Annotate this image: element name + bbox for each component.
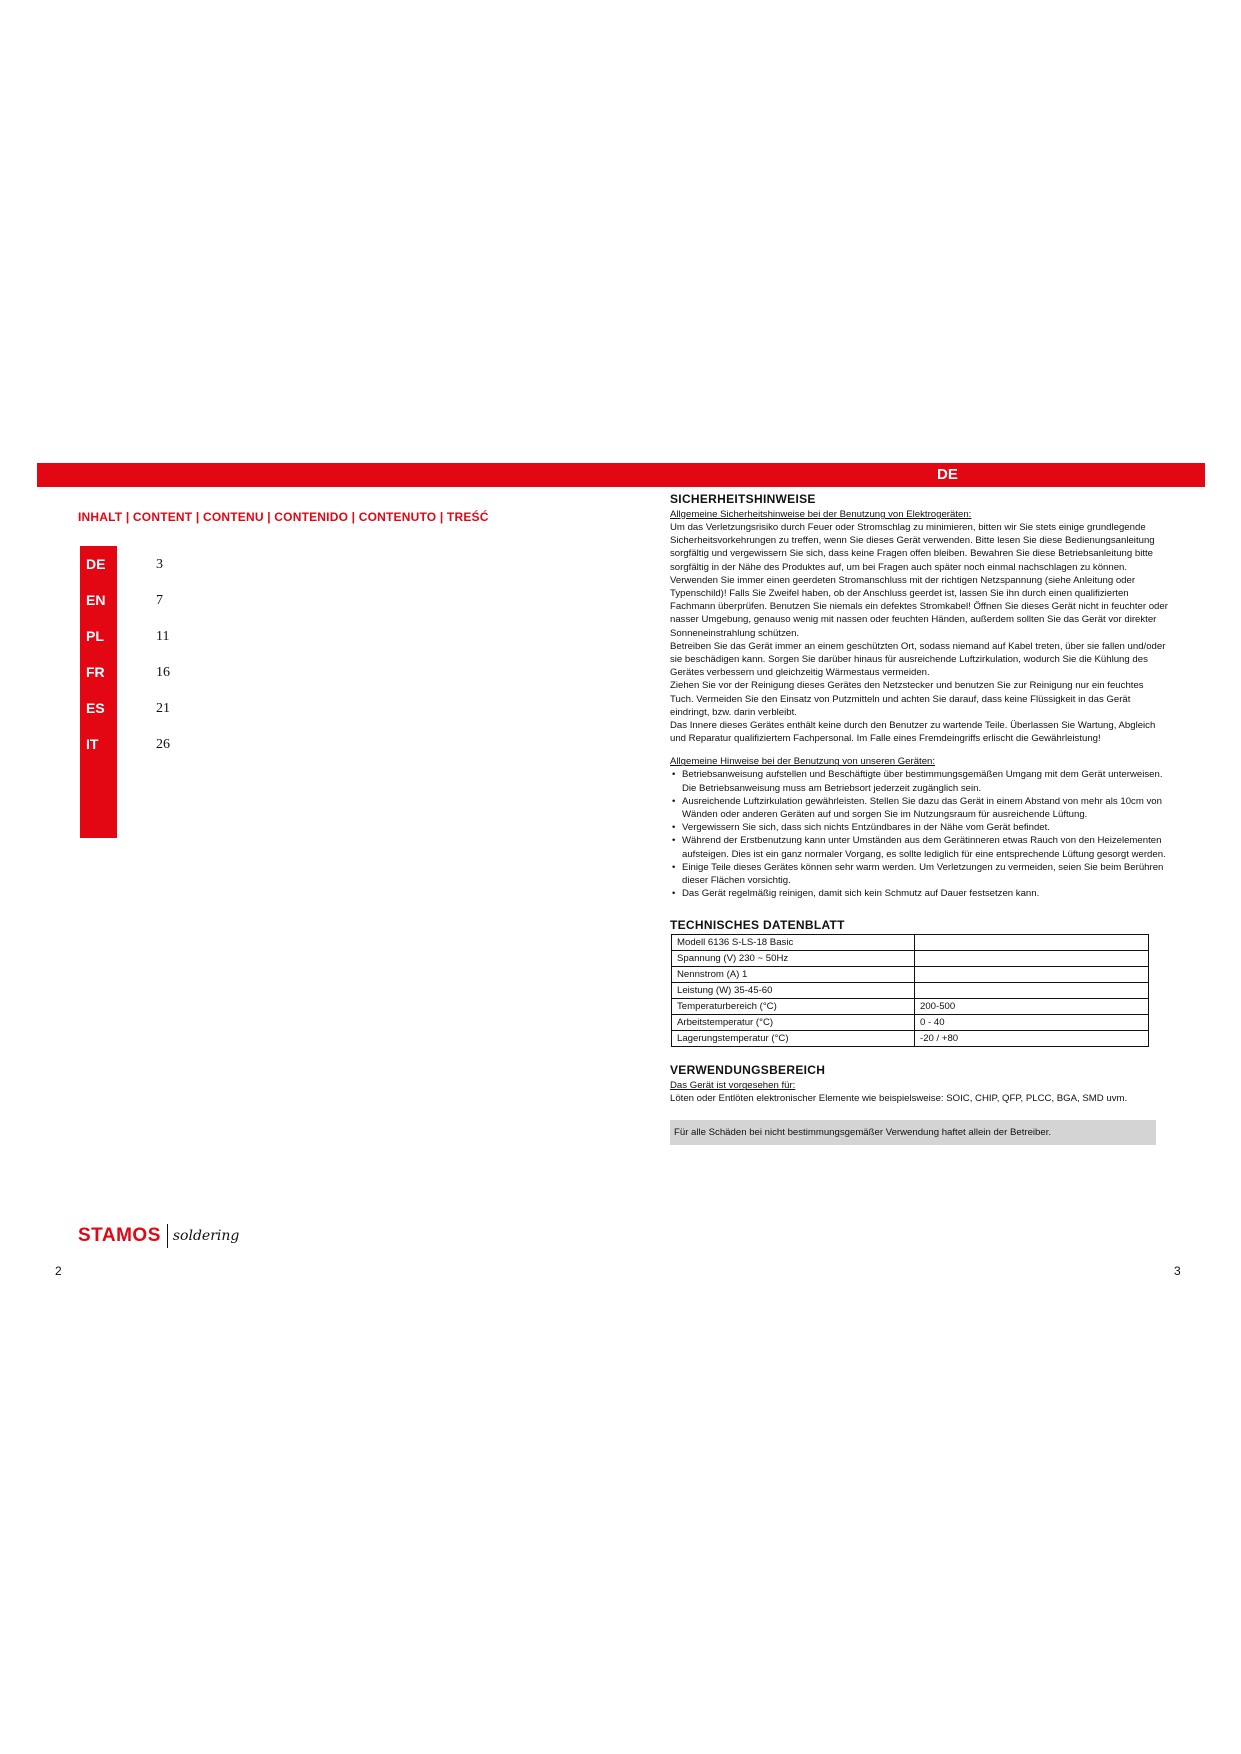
toc-page: 26 <box>156 737 170 752</box>
toc-red-column <box>80 546 117 838</box>
spec-value <box>915 967 1149 983</box>
toc-code: IT <box>86 736 99 752</box>
table-row <box>672 999 1149 1015</box>
list-item: • Vergewissern Sie sich, dass sich nichts Entzündbares in der Nähe vom Gerät befindet. <box>670 821 1168 834</box>
table-row <box>672 983 1149 999</box>
spec-label: Modell 6136 S-LS-18 Basic <box>672 935 915 951</box>
general-list <box>670 768 1168 900</box>
list-item: • Einige Teile dieses Gerätes können sehr warm werden. Um Verletzungen zu vermeiden, seien Sie beim Berühren dieser Flächen vorsichtig. <box>670 861 1168 887</box>
content-column <box>670 492 1168 1145</box>
safety-heading: SICHERHEITSHINWEISE <box>670 492 816 506</box>
brand-logo <box>78 1224 239 1248</box>
list-item: • Während der Erstbenutzung kann unter Umständen aus dem Gerätinneren etwas Rauch von den Heizelementen aufsteigen. Dies ist ein ganz normaler Vorgang, es sollte lediglich für eine entsprechende Lüftung gesorgt werden. <box>670 834 1168 860</box>
spec-value <box>915 951 1149 967</box>
toc-entry-de[interactable] <box>80 556 180 580</box>
safety-subheading: Allgemeine Sicherheitshinweise bei der Benutzung von Elektrogeräten: <box>670 509 972 520</box>
list-item: • Ausreichende Luftzirkulation gewährleisten. Stellen Sie dazu das Gerät in einem Abstand von mehr als 10cm von Wänden oder anderen Geräten auf und sorgen Sie im Nutzungsraum für ausreichende Lüftung. <box>670 795 1168 821</box>
spec-label: Spannung (V) 230 ~ 50Hz <box>672 951 915 967</box>
usage-subheading: Das Gerät ist vorgesehen für: <box>670 1080 796 1092</box>
table-row <box>672 935 1149 951</box>
safety-paragraph: Um das Verletzungsrisiko durch Feuer oder Stromschlag zu minimieren, bitten wir Sie stets einige grundlegende Sicherheitsvorkehrungen zu treffen, wenn Sie dieses Gerät verwenden. Bitte lesen Sie diese Bedienungsanleitung sorgfältig und vergewissern Sie sich, dass keine Fragen offen bleiben. Bewahren Sie diese Betriebsanleitung bitte sorgfältig in der Nähe des Produktes auf, um bei Fragen auch später noch einmal nachschlagen zu können. Verwenden Sie immer einen geerdeten Stromanschluss mit der richtigen Netzspannung (siehe Anleitung oder Typenschild)! Falls Sie Zweifel haben, ob der Anschluss geerdet ist, lassen Sie ihn durch einen qualifizierten Fachmann überprüfen. Benutzen Sie niemals ein defektes Stromkabel! Öffnen Sie dieses Gerät nicht in feuchter oder nasser Umgebung, genauso wenig mit nassen oder feuchten Händen, außerdem sollten Sie das Gerät vor direkter Sonneneinstrahlung schützen. <box>670 522 1168 639</box>
spec-label: Lagerungstemperatur (°C) <box>672 1031 915 1047</box>
toc-page: 7 <box>156 593 163 608</box>
table-row <box>672 1015 1149 1031</box>
logo-divider <box>167 1224 168 1248</box>
toc-entry-fr[interactable] <box>80 664 180 688</box>
spec-label: Arbeitstemperatur (°C) <box>672 1015 915 1031</box>
toc-entry-es[interactable] <box>80 700 180 724</box>
toc-page: 16 <box>156 665 170 680</box>
specs-heading: TECHNISCHES DATENBLATT <box>670 918 845 933</box>
spec-value <box>915 935 1149 951</box>
toc-page: 3 <box>156 557 163 572</box>
toc-entry-it[interactable] <box>80 736 180 760</box>
toc-page: 21 <box>156 701 170 716</box>
toc-entry-en[interactable] <box>80 592 180 616</box>
table-row <box>672 967 1149 983</box>
toc-code: ES <box>86 700 105 716</box>
spec-label: Leistung (W) 35-45-60 <box>672 983 915 999</box>
page-number-left: 2 <box>55 1264 62 1278</box>
toc-code: PL <box>86 628 104 644</box>
toc-code: EN <box>86 592 106 608</box>
safety-paragraph: Das Innere dieses Gerätes enthält keine durch den Benutzer zu wartende Teile. Überlassen Sie Wartung, Abgleich und Reparatur qualifiziertem Fachpersonal. Im Falle eines Fremdeingriffs erlischt die Gewährleistung! <box>670 720 1156 745</box>
toc-code: FR <box>86 664 105 680</box>
list-item: • Betriebsanweisung aufstellen und Beschäftigte über bestimmungsgemäßen Umgang mit dem Gerät unterweisen. Die Betriebsanweisung muss am Betriebsort jederzeit zugänglich sein. <box>670 768 1168 794</box>
toc-title: INHALT | CONTENT | CONTENU | CONTENIDO | CONTENUTO | TREŚĆ <box>78 510 489 524</box>
table-row <box>672 951 1149 967</box>
toc-code: DE <box>86 556 106 572</box>
table-row <box>672 1031 1149 1047</box>
specs-table <box>671 934 1149 1047</box>
liability-note: Für alle Schäden bei nicht bestimmungsgemäßer Verwendung haftet allein der Betreiber. <box>670 1120 1156 1145</box>
spec-value: 200-500 <box>915 999 1149 1015</box>
brand-tagline: soldering <box>172 1228 240 1244</box>
page-number-right: 3 <box>1174 1264 1181 1278</box>
spec-value: 0 - 40 <box>915 1015 1149 1031</box>
general-subheading: Allgemeine Hinweise bei der Benutzung von unseren Geräten: <box>670 756 936 768</box>
safety-paragraph: Betreiben Sie das Gerät immer an einem geschützten Ort, sodass niemand auf Kabel treten, über sie fallen und/oder sie beschädigen kann. Sorgen Sie darüber hinaus für ausreichende Luftzirkulation, wodurch Sie die Kühlung des Gerätes verbessern und gleichzeitig Wärmestaus vermeiden. <box>670 640 1166 679</box>
brand-name: STAMOS <box>78 1225 161 1246</box>
toc-entry-pl[interactable] <box>80 628 180 652</box>
spec-value <box>915 983 1149 999</box>
usage-text: Löten oder Entlöten elektronischer Elemente wie beispielsweise: SOIC, CHIP, QFP, PLCC, BGA, SMD uvm. <box>670 1093 1128 1105</box>
list-item: • Das Gerät regelmäßig reinigen, damit sich kein Schmutz auf Dauer festsetzen kann. <box>670 887 1168 900</box>
spec-label: Temperaturbereich (°C) <box>672 999 915 1015</box>
language-tag: DE <box>937 466 958 483</box>
toc-page: 11 <box>156 629 170 644</box>
usage-heading: VERWENDUNGSBEREICH <box>670 1063 826 1078</box>
safety-paragraph: Ziehen Sie vor der Reinigung dieses Gerätes den Netzstecker und benutzen Sie zur Reinigung nur ein feuchtes Tuch. Vermeiden Sie den Einsatz von Putzmitteln und achten Sie darauf, dass keine Flüssigkeit in das Gerät eindringt, bzw. darin verbleibt. <box>670 680 1144 718</box>
header-bar <box>37 463 1205 487</box>
spec-value: -20 / +80 <box>915 1031 1149 1047</box>
spec-label: Nennstrom (A) 1 <box>672 967 915 983</box>
